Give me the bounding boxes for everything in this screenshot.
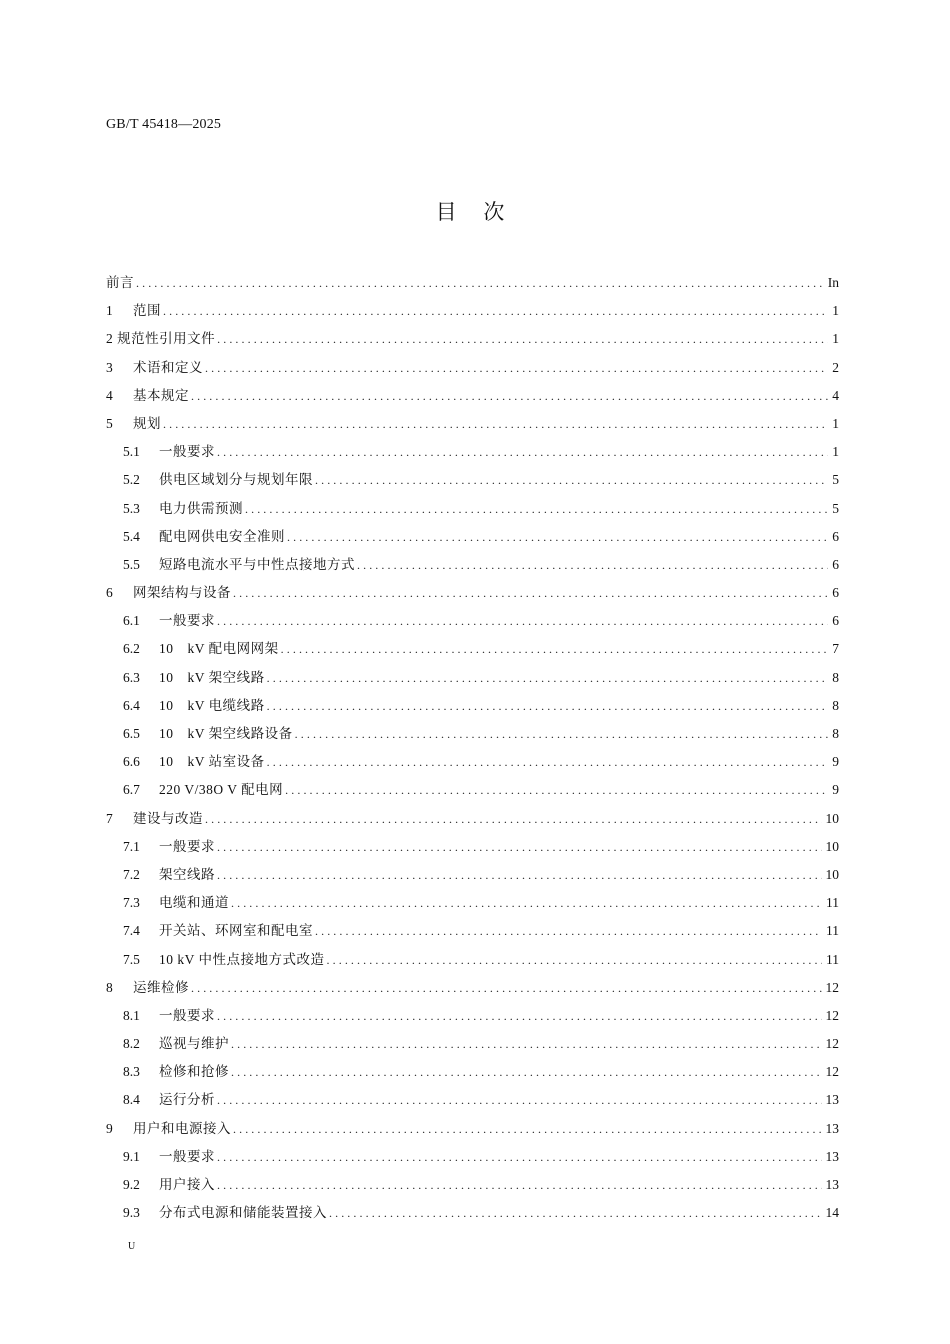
- toc-entry-label: 基本规定: [133, 387, 189, 403]
- toc-entry-number: 6.5: [123, 726, 140, 741]
- dot-leader: [295, 727, 829, 742]
- toc-entry-page: 10: [825, 810, 839, 826]
- toc-entry-number: 6.7: [123, 782, 140, 798]
- toc-entry[interactable]: [106, 666, 839, 694]
- toc-entry[interactable]: [106, 356, 839, 384]
- dot-leader: [163, 304, 828, 319]
- toc-entry-page: 10: [825, 866, 839, 882]
- toc-entry-label: 10 kV 中性点接地方式改造: [159, 951, 325, 967]
- toc-entry-page: 6: [832, 528, 839, 544]
- toc-entry-number: 8.4: [123, 1092, 140, 1108]
- toc-entry-page: 11: [826, 895, 839, 911]
- toc-entry-page: 6: [832, 556, 839, 572]
- toc-entry-label: 10 kV 配电网网架: [159, 641, 279, 657]
- dot-leader: [231, 1065, 822, 1080]
- dot-leader: [315, 473, 828, 488]
- toc-entry-label: 一般要求: [159, 838, 215, 854]
- toc-entry-label: 220 V/38O V 配电网: [159, 782, 284, 798]
- toc-entry-label: 网架结构与设备: [133, 585, 231, 601]
- toc-entry-number: 6: [106, 585, 113, 601]
- toc-entry-number: 6.2: [123, 641, 140, 657]
- toc-entry-page: 13: [825, 1092, 839, 1108]
- toc-entry[interactable]: [106, 553, 839, 581]
- toc-entry-number: 6.3: [123, 669, 140, 685]
- dot-leader: [233, 586, 828, 601]
- toc-entry-page: 1: [832, 331, 839, 347]
- toc-entry[interactable]: [106, 412, 839, 440]
- toc-entry-page: 9: [832, 754, 839, 770]
- toc-entry-page: 2: [832, 359, 839, 375]
- toc-entry[interactable]: [106, 384, 839, 412]
- dot-leader: [315, 924, 822, 939]
- standard-code: GB/T 45418—2025: [106, 117, 222, 132]
- toc-entry[interactable]: [106, 1173, 839, 1201]
- toc-entry-label: 建设与改造: [133, 810, 203, 826]
- dot-leader: [231, 1037, 822, 1052]
- dot-leader: [233, 1122, 822, 1137]
- toc-entry-label: 供电区域划分与规划年限: [159, 472, 313, 488]
- dot-leader: [205, 361, 828, 376]
- toc-entry-label: 范围: [133, 303, 161, 319]
- dot-leader: [217, 332, 828, 347]
- toc-entry-number: 7.3: [123, 895, 140, 911]
- toc-entry-number: 5: [106, 415, 113, 431]
- dot-leader: [191, 389, 828, 404]
- dot-leader: [163, 417, 828, 432]
- toc-entry-number: 5.4: [123, 528, 140, 544]
- toc-entry-number: 7: [106, 810, 113, 826]
- toc-entry-number: 5.2: [123, 472, 140, 488]
- toc-entry-page: 13: [825, 1120, 839, 1136]
- toc-entry-page: 1: [832, 303, 839, 319]
- toc-entry-page: 14: [825, 1205, 839, 1221]
- toc-entry[interactable]: [106, 497, 839, 525]
- toc-entry[interactable]: [106, 835, 839, 863]
- toc-entry[interactable]: [106, 948, 839, 976]
- toc-entry-number: 8: [106, 979, 113, 995]
- toc-entry[interactable]: [106, 976, 839, 1004]
- toc-entry-number: 5.3: [123, 500, 140, 516]
- toc-entry-label: 架空线路: [159, 866, 215, 882]
- dot-leader: [217, 614, 828, 629]
- toc-entry-label: 10 kV 架空线路设备: [159, 726, 293, 741]
- toc-entry-label: 电力供需预测: [159, 500, 243, 516]
- toc-entry-number: 9.1: [123, 1148, 140, 1164]
- toc-entry-page: 12: [825, 979, 839, 995]
- toc-entry-number: 6.4: [123, 697, 140, 713]
- toc-entry-page: 11: [826, 951, 839, 967]
- toc-entry[interactable]: [106, 637, 839, 665]
- dot-leader: [281, 642, 829, 657]
- dot-leader: [245, 502, 828, 517]
- toc-entry-label: 短路电流水平与中性点接地方式: [159, 556, 355, 572]
- toc-entry-number: 9: [106, 1120, 113, 1136]
- page-title: 目 次: [435, 200, 515, 224]
- dot-leader: [231, 896, 822, 911]
- toc-entry[interactable]: [106, 1060, 839, 1088]
- toc-entry[interactable]: [106, 919, 839, 947]
- toc-entry[interactable]: [106, 778, 839, 806]
- dot-leader: [287, 530, 828, 545]
- toc-entry[interactable]: [106, 581, 839, 609]
- toc-entry-page: 1: [832, 444, 839, 460]
- toc-entry-label: 2 规范性引用文件: [106, 331, 216, 347]
- toc-entry[interactable]: [106, 525, 839, 553]
- dot-leader: [205, 812, 822, 827]
- toc-entry-page: 9: [832, 782, 839, 798]
- dot-leader: [217, 1009, 822, 1024]
- toc-entry[interactable]: [106, 1088, 839, 1116]
- toc-entry[interactable]: [106, 327, 839, 355]
- toc-entry-label: 开关站、环网室和配电室: [159, 923, 313, 939]
- dot-leader: [217, 1178, 822, 1193]
- toc-entry-label: 电缆和通道: [159, 895, 229, 911]
- dot-leader: [329, 1206, 822, 1221]
- toc-entry[interactable]: [106, 750, 839, 778]
- toc-entry-page: 6: [832, 585, 839, 601]
- dot-leader: [217, 1150, 822, 1165]
- toc-entry-number: 6.1: [123, 613, 140, 629]
- toc-entry-label: 规划: [133, 415, 161, 431]
- dot-leader: [217, 445, 828, 460]
- toc-entry[interactable]: [106, 271, 839, 299]
- toc-entry-page: 13: [825, 1148, 839, 1164]
- toc-entry-label: 一般要求: [159, 444, 215, 460]
- toc-entry-number: 8.1: [123, 1007, 140, 1023]
- dot-leader: [136, 276, 824, 291]
- toc-entry-page: 12: [825, 1007, 839, 1023]
- dot-leader: [357, 558, 828, 573]
- toc-entry-number: 8.3: [123, 1064, 140, 1080]
- toc-entry-page: 12: [825, 1036, 839, 1052]
- toc-entry-number: 7.4: [123, 923, 140, 939]
- toc-entry-label: 前言: [106, 275, 134, 290]
- toc-entry-number: 5.5: [123, 556, 140, 572]
- toc-entry[interactable]: [106, 1032, 839, 1060]
- toc-entry-label: 术语和定义: [133, 359, 203, 375]
- toc-entry-label: 巡视与维护: [159, 1036, 229, 1052]
- toc-entry[interactable]: [106, 1145, 839, 1173]
- footer-mark: U: [128, 1241, 136, 1252]
- toc-entry-page: 4: [832, 387, 839, 403]
- toc-entry-number: 5.1: [123, 444, 140, 460]
- toc-entry[interactable]: [106, 1004, 839, 1032]
- table-of-contents: [106, 271, 839, 1229]
- dot-leader: [217, 1093, 822, 1108]
- toc-entry-page: 13: [825, 1177, 839, 1192]
- toc-entry-number: 9.2: [123, 1177, 140, 1192]
- toc-entry-page: 6: [832, 613, 839, 629]
- dot-leader: [267, 755, 829, 770]
- toc-entry-number: 7.2: [123, 866, 140, 882]
- toc-entry-label: 10 kV 架空线路: [159, 669, 265, 685]
- toc-entry-label: 分布式电源和储能装置接入: [159, 1205, 327, 1221]
- toc-entry-label: 一般要求: [159, 613, 215, 629]
- toc-entry-page: 8: [832, 726, 839, 741]
- toc-entry-page: 8: [832, 697, 839, 713]
- dot-leader: [217, 868, 822, 883]
- toc-entry[interactable]: [106, 1117, 839, 1145]
- toc-entry[interactable]: [106, 863, 839, 891]
- toc-entry-label: 运行分析: [159, 1092, 215, 1108]
- toc-entry-page: 1: [832, 415, 839, 431]
- toc-entry-page: 10: [825, 838, 839, 854]
- toc-entry-page: 8: [832, 669, 839, 685]
- toc-entry-number: 6.6: [123, 754, 140, 770]
- dot-leader: [267, 699, 829, 714]
- toc-entry[interactable]: [106, 1201, 839, 1229]
- toc-entry-number: 4: [106, 387, 113, 403]
- toc-entry-number: 8.2: [123, 1036, 140, 1052]
- dot-leader: [191, 981, 822, 996]
- dot-leader: [267, 671, 829, 686]
- toc-entry-number: 3: [106, 359, 113, 375]
- toc-entry[interactable]: [106, 722, 839, 750]
- toc-entry-number: 7.1: [123, 838, 140, 854]
- toc-entry-number: 7.5: [123, 951, 140, 967]
- toc-entry[interactable]: [106, 609, 839, 637]
- toc-entry[interactable]: [106, 299, 839, 327]
- toc-entry[interactable]: [106, 807, 839, 835]
- dot-leader: [217, 840, 822, 855]
- dot-leader: [327, 953, 822, 968]
- toc-entry-number: 1: [106, 303, 113, 319]
- toc-entry-label: 10 kV 站室设备: [159, 754, 265, 770]
- toc-entry-number: 9.3: [123, 1205, 140, 1221]
- toc-entry-page: 5: [832, 472, 839, 488]
- toc-entry-label: 用户接入: [159, 1177, 215, 1192]
- dot-leader: [285, 783, 828, 798]
- toc-entry-label: 一般要求: [159, 1148, 215, 1164]
- toc-entry[interactable]: [106, 694, 839, 722]
- toc-entry-label: 运维检修: [133, 979, 189, 995]
- toc-entry-label: 一般要求: [159, 1007, 215, 1023]
- toc-entry[interactable]: [106, 468, 839, 496]
- toc-entry-page: 7: [832, 641, 839, 657]
- toc-entry-label: 用户和电源接入: [133, 1120, 231, 1136]
- toc-entry-page: 5: [832, 500, 839, 516]
- toc-entry-label: 检修和抢修: [159, 1064, 229, 1080]
- toc-entry-label: 10 kV 电缆线路: [159, 697, 265, 713]
- toc-entry[interactable]: [106, 440, 839, 468]
- toc-entry-label: 配电网供电安全准则: [159, 528, 285, 544]
- toc-entry-page: 11: [826, 923, 839, 939]
- toc-entry-page: In: [827, 275, 839, 290]
- toc-entry[interactable]: [106, 891, 839, 919]
- toc-entry-page: 12: [825, 1064, 839, 1080]
